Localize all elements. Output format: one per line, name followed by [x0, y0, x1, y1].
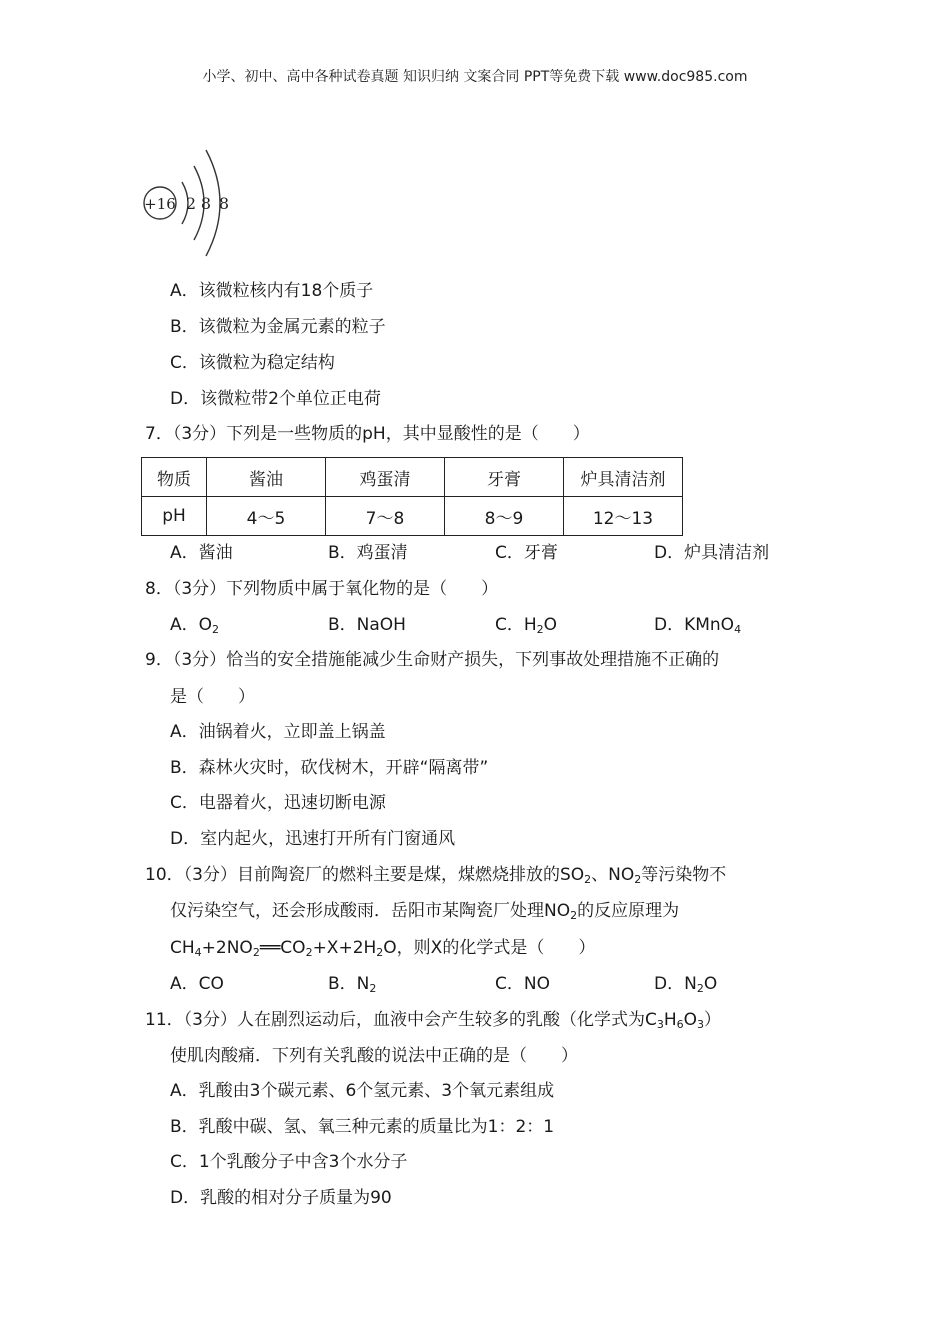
- shell-2-electrons: 8: [200, 194, 212, 213]
- q10-stem-line3: $CH_4+2NO_2══CO_2+X+2H_2O$，则X的化学式是（ ）: [170, 938, 596, 959]
- shell-1-electrons: 2: [185, 194, 197, 213]
- q8-option-d: D．KMnO$_4$: [654, 615, 742, 636]
- q10-stem-line2: 仅污染空气，还会形成酸雨．岳阳市某陶瓷厂处理$NO_2$的反应原理为: [170, 901, 680, 922]
- ph-table-cell: 4～5: [207, 497, 326, 536]
- shell-3-electrons: 8: [218, 194, 230, 213]
- ph-table-header-row: [142, 458, 683, 497]
- ph-table-cell: pH: [142, 497, 207, 536]
- ph-table-cell: 12～13: [564, 497, 683, 536]
- ph-table-cell: 8～9: [445, 497, 564, 536]
- q7-option-a: A．酱油: [170, 543, 233, 563]
- q9-stem-line2: 是（ ）: [170, 687, 255, 707]
- sulfur-ion-structure-diagram: [138, 148, 248, 258]
- q7-option-d: D．炉具清洁剂: [654, 543, 770, 563]
- q8-stem: 8．（3分）下列物质中属于氧化物的是（ ）: [145, 579, 499, 599]
- q11-stem-line1: 11．（3分）人在剧烈运动后，血液中会产生较多的乳酸（化学式为$C_3H_6O_3$）: [145, 1010, 722, 1031]
- q11-option-a: A．乳酸由3个碳元素、6个氢元素、3个氧元素组成: [170, 1081, 555, 1101]
- ph-table-cell: 鸡蛋清: [326, 458, 445, 497]
- q6-option-d: D．该微粒带2个单位正电荷: [170, 389, 381, 409]
- q6-option-a: A．该微粒核内有18个质子: [170, 281, 374, 301]
- q10-option-b: B．$N_2$: [328, 974, 377, 995]
- q9-option-a: A．油锅着火，立即盖上锅盖: [170, 722, 386, 742]
- q8-option-c: C．$H_2O$: [495, 615, 558, 636]
- q7-stem: 7．（3分）下列是一些物质的pH，其中显酸性的是（ ）: [145, 424, 590, 444]
- q8-option-b: B．NaOH: [328, 615, 406, 635]
- q11-option-d: D．乳酸的相对分子质量为90: [170, 1188, 392, 1208]
- ph-table: [141, 457, 683, 536]
- ph-table-cell: 酱油: [207, 458, 326, 497]
- q7-option-b: B．鸡蛋清: [328, 543, 408, 563]
- ph-table-cell: 牙膏: [445, 458, 564, 497]
- q8-option-a: A．$O_2$: [170, 615, 220, 636]
- q9-stem-line1: 9．（3分）恰当的安全措施能减少生命财产损失，下列事故处理措施不正确的: [145, 650, 720, 670]
- ph-table-cell: 炉具清洁剂: [564, 458, 683, 497]
- q9-option-d: D．室内起火，迅速打开所有门窗通风: [170, 829, 456, 849]
- ph-table-cell: 7～8: [326, 497, 445, 536]
- q10-option-c: C．NO: [495, 974, 550, 994]
- q10-option-d: D．$N_2O$: [654, 974, 718, 995]
- q7-option-c: C．牙膏: [495, 543, 558, 563]
- q10-option-a: A．CO: [170, 974, 224, 994]
- page-header: 小学、初中、高中各种试卷真题 知识归纳 文案合同 PPT等免费下载 www.doc985.com: [202, 69, 748, 85]
- q11-stem-line2: 使肌肉酸痛．下列有关乳酸的说法中正确的是（ ）: [170, 1046, 578, 1066]
- q10-stem-line1: 10．（3分）目前陶瓷厂的燃料主要是煤，煤燃烧排放的$SO_2$、$NO_2$等污染物不: [145, 865, 727, 886]
- ph-table-cell: 物质: [142, 458, 207, 497]
- q6-option-b: B．该微粒为金属元素的粒子: [170, 317, 386, 337]
- ph-table-value-row: [142, 497, 683, 536]
- q11-option-c: C．1个乳酸分子中含3个水分子: [170, 1152, 408, 1172]
- q6-option-c: C．该微粒为稳定结构: [170, 353, 335, 373]
- q11-option-b: B．乳酸中碳、氢、氧三种元素的质量比为1：2：1: [170, 1117, 555, 1137]
- q9-option-b: B．森林火灾时，砍伐树木，开辟“隔离带”: [170, 758, 489, 778]
- nucleus-charge: +16: [144, 195, 176, 213]
- q9-option-c: C．电器着火，迅速切断电源: [170, 793, 386, 813]
